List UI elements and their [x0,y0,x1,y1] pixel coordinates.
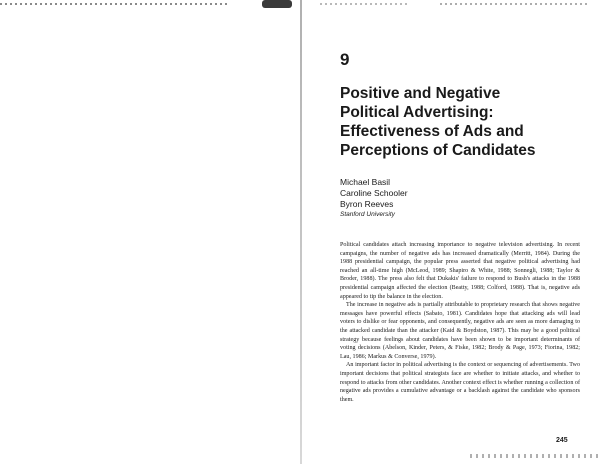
author-name: Byron Reeves [340,199,394,209]
book-spine [300,0,302,464]
paragraph: Political candidates attach increasing importance to negative television advertising. In recent campaigns, the number of negative ads has increased dramatically (Merritt, 1984). During the 1988 presidential campaign, the popular press asserted that negative political advertising had reached an all-time high (McLeod, 1989; Shapiro & White, 1988; Sonnegli, 1988; Taylor & Broder, 1988). The press also felt that Dukakis' failure to respond to Bush's attacks in the 1988 presidential campaign affected the election (Beatty, 1988; Colford, 1988). That is, negative ads appeared to tip the balance in the election. [340,242,580,300]
author-name: Michael Basil [340,177,391,187]
page-number: 245 [556,437,568,444]
author-name: Caroline Schooler [340,188,408,198]
scan-edge-bottom [470,454,600,458]
book-page [340,50,580,404]
chapter-title-line: Positive and Negative [340,85,501,102]
chapter-title-line: Effectiveness of Ads and [340,123,524,140]
author-list [340,177,580,219]
author-affiliation: Stanford University [340,211,395,218]
paragraph: An important factor in political advertising is the context or sequencing of advertisements. Two important decisions that political strategists face are whether to initiate attacks, and whether to respond to attacks from other candidates. Another context effect is whether running a collection of negative ads provides a cumulative advantage or a backlash against the candidate who sponsors them. [340,362,580,403]
chapter-title-line: Political Advertising: [340,104,494,121]
paragraph: The increase in negative ads is partially attributable to proprietary research that shows negative messages have powerful effects (Sabato, 1981). Candidates hope that attacking ads will lead voters to dislike or fear opponents, and consequently, negative ads are seen as more damaging to the attacked candidate than the attacker (Kaid & Boydston, 1987). This may be a good political strategy because feelings about candidates have been shown to be important determinants of voting decisions (Abelson, Kinder, Peters, & Fiske, 1982; Brody & Page, 1973; Fiorina, 1982; Lau, 1986; Markus & Converse, 1979). [340,302,580,360]
chapter-title-line: Perceptions of Candidates [340,142,536,159]
chapter-number: 9 [340,50,350,69]
body-text [340,241,580,404]
chapter-title [340,84,580,160]
